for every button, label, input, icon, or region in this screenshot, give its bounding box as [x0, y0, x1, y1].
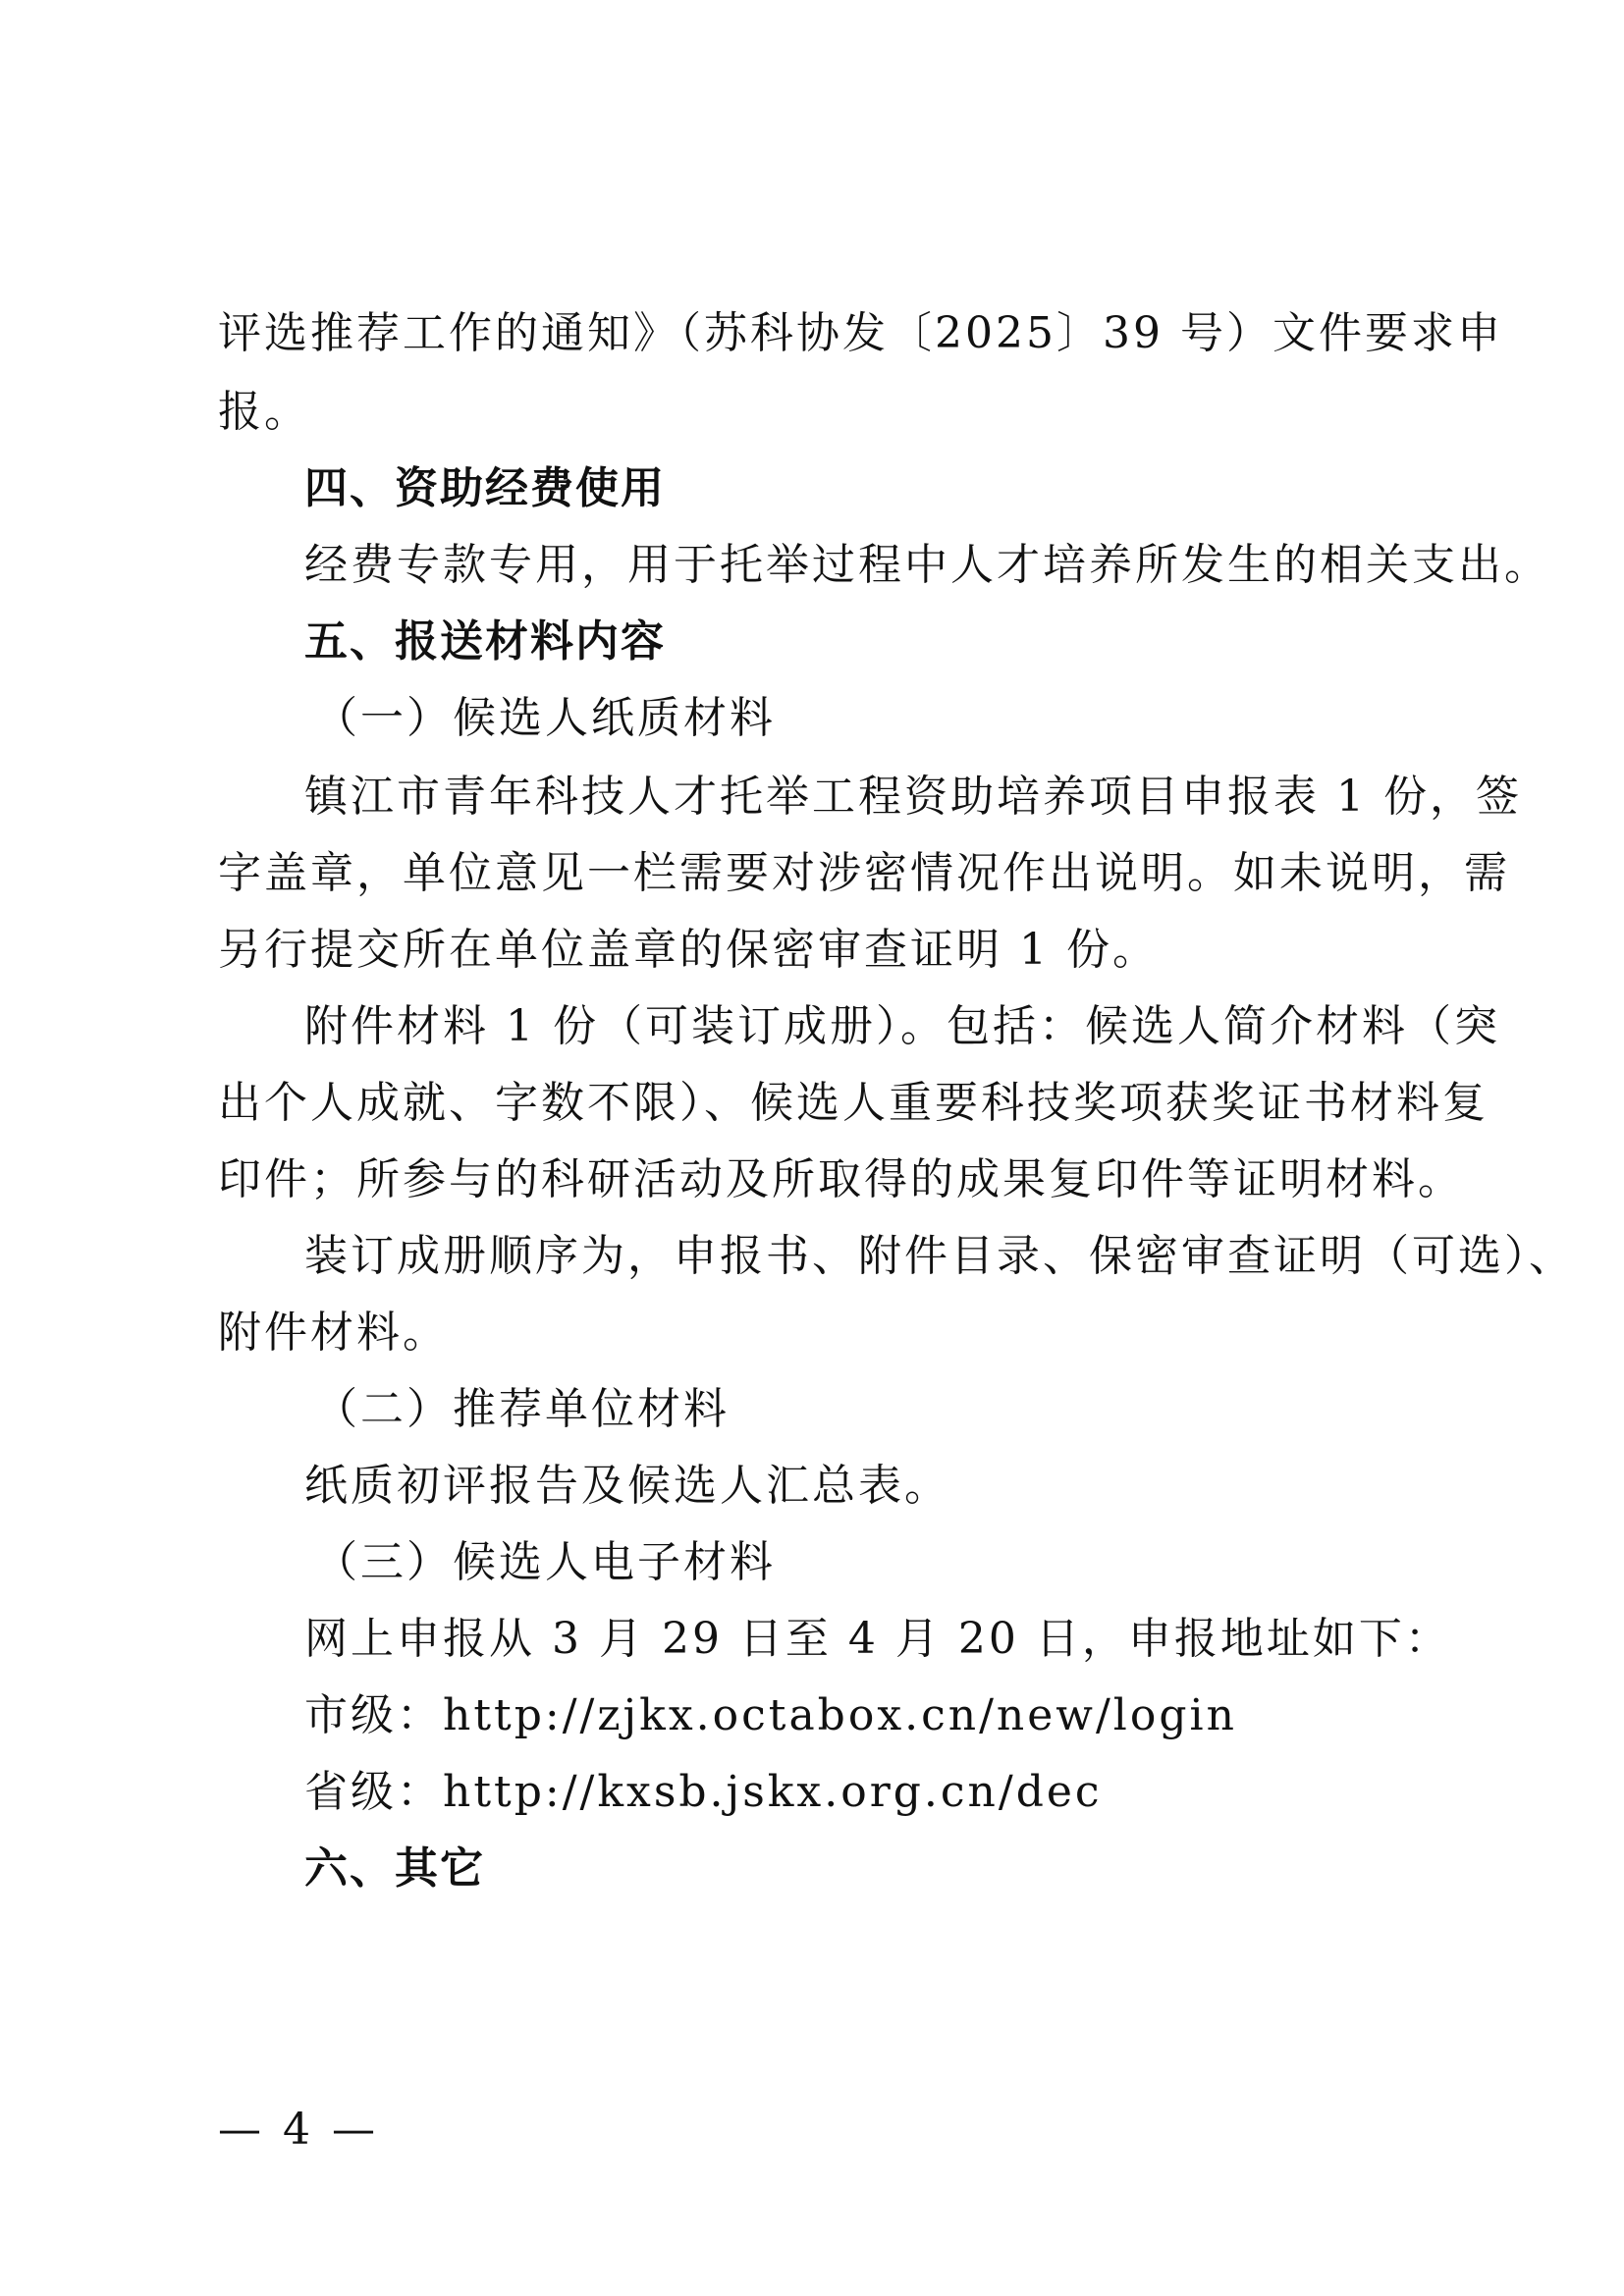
paragraph-line: 评选推荐工作的通知》（苏科协发〔2025〕39 号）文件要求申 — [218, 308, 1503, 358]
paragraph-line: 报。 — [218, 387, 310, 437]
subsection-heading-paper-materials: （一）候选人纸质材料 — [314, 693, 776, 743]
section-heading-materials: 五、报送材料内容 — [304, 616, 666, 667]
paragraph-line: 网上申报从 3 月 29 日至 4 月 20 日，申报地址如下： — [304, 1614, 1451, 1664]
paragraph-line: 另行提交所在单位盖章的保密审查证明 1 份。 — [218, 925, 1159, 975]
page-number: — 4 — — [218, 2105, 379, 2155]
province-level-url: 省级：http://kxsb.jskx.org.cn/dec — [304, 1767, 1103, 1817]
city-level-url: 市级：http://zjkx.octabox.cn/new/login — [304, 1690, 1237, 1740]
subsection-heading-electronic-materials: （三）候选人电子材料 — [314, 1537, 776, 1587]
paragraph-line: 纸质初评报告及候选人汇总表。 — [304, 1461, 950, 1511]
paragraph-line: 字盖章，单位意见一栏需要对涉密情况作出说明。如未说明，需 — [218, 848, 1510, 898]
paragraph-line: 经费专款专用，用于托举过程中人才培养所发生的相关支出。 — [304, 540, 1550, 590]
paragraph-line: 装订成册顺序为，申报书、附件目录、保密审查证明（可选）、 — [304, 1231, 1575, 1281]
subsection-heading-recommending-unit: （二）推荐单位材料 — [314, 1384, 730, 1434]
section-heading-other: 六、其它 — [304, 1843, 485, 1894]
section-heading-funding: 四、资助经费使用 — [304, 463, 666, 513]
paragraph-line: 镇江市青年科技人才托举工程资助培养项目申报表 1 份，签 — [304, 772, 1522, 822]
paragraph-line: 附件材料。 — [218, 1308, 449, 1358]
paragraph-line: 附件材料 1 份（可装订成册）。包括：候选人简介材料（突 — [304, 1001, 1500, 1051]
paragraph-line: 出个人成就、字数不限）、候选人重要科技奖项获奖证书材料复 — [218, 1078, 1489, 1128]
paragraph-line: 印件；所参与的科研活动及所取得的成果复印件等证明材料。 — [218, 1154, 1464, 1204]
